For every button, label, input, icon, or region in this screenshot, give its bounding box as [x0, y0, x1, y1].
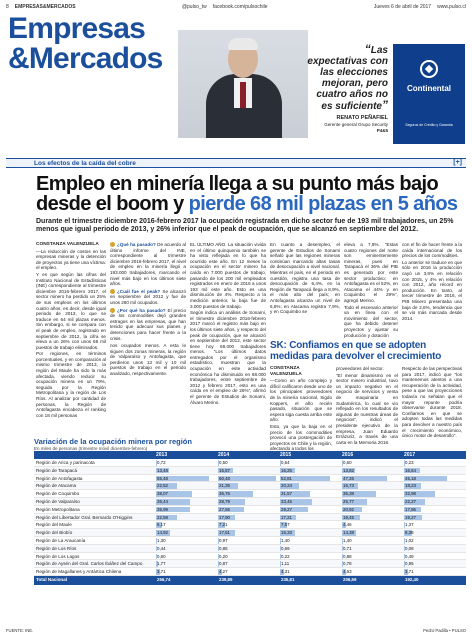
- table-cell: [342, 561, 400, 567]
- table-cell: [342, 554, 400, 560]
- table-cell: [342, 538, 400, 544]
- table-cell: [404, 522, 462, 528]
- table-cell: [404, 569, 462, 575]
- year-header: 2017: [404, 452, 416, 458]
- table-cell: [156, 530, 214, 536]
- table-cell: [218, 491, 276, 497]
- value-label: 0,20: [219, 553, 228, 559]
- qa-item: [110, 289, 186, 306]
- table-body: [34, 459, 466, 585]
- value-label: 0,71: [343, 545, 352, 551]
- table-cell: [156, 468, 214, 474]
- table-cell: [156, 460, 214, 466]
- value-label: 239,89: [219, 576, 233, 582]
- table-cell: [218, 499, 276, 505]
- value-label: 0,50: [219, 460, 228, 465]
- value-label: 192,40: [405, 576, 419, 582]
- table-cell: [342, 483, 400, 489]
- region-name: Región de La Araucanía: [36, 537, 86, 543]
- table-cell: [342, 507, 400, 513]
- table-cell: [342, 515, 400, 521]
- value-label: 21,35: [219, 483, 230, 489]
- section-title-line2: &Mercados: [8, 42, 163, 75]
- article-column-1: [36, 242, 106, 419]
- table-cell: [280, 468, 338, 474]
- value-label: 32,98: [405, 491, 416, 497]
- table-row: [34, 490, 466, 498]
- table-cell: [280, 577, 338, 583]
- value-label: 52,81: [281, 475, 292, 481]
- value-label: 14,38: [343, 530, 354, 536]
- table-cell: [218, 546, 276, 552]
- value-label: 0,72: [157, 460, 166, 465]
- table-cell: [342, 499, 400, 505]
- value-label: 13,82: [343, 467, 354, 473]
- table-cell: [218, 515, 276, 521]
- twitter-handle: @pulso_tw: [181, 4, 207, 10]
- value-label: 15,67: [219, 467, 230, 473]
- value-label: 0,22: [281, 553, 290, 559]
- table-cell: [280, 569, 338, 575]
- value-label: 0,97: [219, 537, 228, 543]
- table-row: [34, 475, 466, 483]
- byline: CONSTANZA VALENZUELA: [36, 242, 99, 247]
- value-label: 0,49: [405, 553, 414, 559]
- value-label: 36,76: [219, 491, 230, 497]
- value-label: 19,27: [405, 514, 416, 520]
- sidebar-column-2: [336, 366, 398, 446]
- table-cell: [342, 476, 400, 482]
- pull-quote-text: Las expectativas con las elecciones mejoran, pero cuatro años no es suficiente: [307, 45, 388, 112]
- table-cell: [156, 561, 214, 567]
- question-bullet-icon: [110, 242, 115, 247]
- table-cell: [342, 569, 400, 575]
- table-cell: [404, 483, 462, 489]
- paragraph: Respecto de las perspectivas para 2017, indicó que “los mantenemos atentos a una recuperación de la actividad, pese a que las proyecciones todavía no señalan que el mayor repunte podría observarse durante 2018. Confiamos en que se adopten todas las medidas para devolver a nuestro país el crecimiento económico, único motor de desarrollo”.: [402, 366, 463, 439]
- table-cell: [218, 538, 276, 544]
- sidebar-byline: CONSTANZA VALENZUELA: [270, 366, 302, 377]
- value-label: 0,95: [405, 561, 414, 567]
- article-column-5: [344, 242, 398, 339]
- value-label: 35,99: [157, 506, 168, 512]
- table-cell: [404, 476, 462, 482]
- value-label: 1,40: [343, 537, 352, 543]
- ad-brand: Continental: [407, 84, 451, 93]
- headline-part2: pierde 68 mil plazas en 5 años: [188, 193, 458, 215]
- top-bar: [6, 3, 466, 11]
- value-label: 22,27: [405, 498, 416, 504]
- table-cell: [218, 507, 276, 513]
- value-label: 22,59: [157, 514, 168, 520]
- value-label: 0,78: [343, 561, 352, 567]
- value-label: 29,27: [281, 506, 292, 512]
- table-row: [34, 498, 466, 506]
- value-label: 45,18: [405, 475, 416, 481]
- table-cell: [218, 569, 276, 575]
- value-label: 7,57: [281, 522, 290, 528]
- value-label: 256,74: [157, 576, 171, 582]
- value-label: 0,23: [405, 460, 414, 465]
- value-label: 4,63: [343, 569, 352, 575]
- table-cell: [156, 522, 214, 528]
- value-label: 28,79: [219, 498, 230, 504]
- region-name: Total Nacional: [36, 576, 68, 582]
- table-cell: [404, 561, 462, 567]
- value-label: 3,71: [157, 569, 166, 575]
- value-label: 0,88: [343, 553, 352, 559]
- table-cell: [218, 476, 276, 482]
- region-name: Región de Tarapacá: [36, 467, 78, 473]
- table-cell: [280, 561, 338, 567]
- table-row: [34, 521, 466, 529]
- value-label: 3,71: [405, 569, 414, 575]
- value-label: 13,48: [157, 467, 168, 473]
- value-label: 0,85: [219, 545, 228, 551]
- advertisement: [393, 44, 465, 144]
- table-row: [34, 467, 466, 475]
- paragraph: Por regiones, en términos porcentuales, y en comparación al mismo trimestre de 2013, la región del Maule ha sido la más afectada, viendo reducir su ocupación minera en un 79%, seguida por la Región Metropolitana y la región de Los Ríos. Al analizar por cantidad de personas, la Región de Antofagasta encabeza el ranking con 18 mil personas: [36, 351, 106, 418]
- value-label: 16,64: [405, 467, 416, 473]
- table-cell: [280, 554, 338, 560]
- article-column-4: [270, 242, 340, 316]
- value-label: 38,07: [157, 491, 168, 497]
- table-header: [34, 451, 466, 459]
- paragraph: proveedores del sector.: [336, 366, 384, 371]
- answer: Se alcanzó en septiembre del 2012 y fue de unos 260 mil ocupados.: [110, 288, 186, 305]
- value-label: 4,27: [219, 569, 228, 575]
- value-label: 47,26: [343, 475, 354, 481]
- table-cell: [342, 468, 400, 474]
- value-label: 1,40: [281, 537, 290, 543]
- graphic-credit: Pedro Padilla • PULSO: [423, 628, 466, 633]
- value-label: 1,37: [405, 522, 414, 528]
- value-label: 35,38: [343, 491, 354, 497]
- table-row: [34, 514, 466, 522]
- table-cell: [404, 460, 462, 466]
- table-cell: [218, 577, 276, 583]
- answer: El precio de los commodities dejó grandes estragos en las empresas, que han tenido que adecuar sus planes y detenciones para hacer frente a la crisis.: [110, 307, 186, 341]
- region-name: Región de Antofagasta: [36, 475, 83, 481]
- facebook-link: facebook.com/pulsochile: [212, 4, 268, 10]
- paragraph: EL ÚLTIMO AÑO. La situación vivida en el último quinquenio también se ha visto reflejada en lo que ha ocurrido este año. En 12 meses la ocupación en el sector minero ha caído en 7.000 puestos de trabajo, pasando de los 200 mil empleados registrados en enero de 2016 a unos 193 mil este año. Esto es una disminución de 4%. Respecto a la medición anterior, la baja fue de 3.000 puestos de trabajo.: [190, 242, 266, 309]
- value-label: 206,59: [343, 576, 357, 582]
- headline: [36, 174, 460, 214]
- value-label: 0,87: [219, 561, 228, 567]
- footer: [6, 628, 466, 633]
- site-url: www.pulso.cl: [437, 4, 466, 10]
- value-label: 0,69: [281, 545, 290, 551]
- sidebar-column-3: [402, 366, 462, 440]
- table-cell: [280, 460, 338, 466]
- value-label: 6,17: [157, 522, 166, 528]
- source-note: FUENTE: INE.: [6, 628, 34, 633]
- value-label: 20,92: [343, 506, 354, 512]
- table-cell: [156, 569, 214, 575]
- table-cell: [280, 530, 338, 536]
- quote-role: Gerente general Grupo Security: [324, 122, 388, 127]
- section-title: [8, 14, 163, 74]
- question: ¿Cuál fue el peak?: [117, 288, 161, 294]
- table-row: [34, 529, 466, 537]
- total-row: [34, 576, 466, 585]
- value-label: 4,46: [343, 522, 352, 528]
- article-column-3: [190, 242, 266, 406]
- value-label: 22,52: [157, 483, 168, 489]
- table-cell: [218, 554, 276, 560]
- value-label: 14,92: [157, 530, 168, 536]
- table-cell: [156, 499, 214, 505]
- table-cell: [404, 468, 462, 474]
- table-row: [34, 482, 466, 490]
- value-label: 35,44: [157, 498, 168, 504]
- year-header: 2016: [342, 452, 354, 458]
- paragraph: Y es que según las cifras del Instituto Nacional de Estadísticas (INE) correspondiente al trimestre diciembre 2016-febrero 2017, el sector minero ha perdido un 25% de sus empleos en los últimos cuatro años, es decir, desde igual periodo de 2013, lo que se traduce en 64 mil plazas menos. Sin embargo, si se compara con el peak de empleo, registrado en septiembre de 2012, la cifra se eleva a un 26% con unos 68 mil puestos de trabajo eliminados.: [36, 271, 106, 350]
- table-row: [34, 545, 466, 553]
- table-row: [34, 560, 466, 568]
- table-cell: [156, 546, 214, 552]
- value-label: 0,60: [157, 553, 166, 559]
- table-cell: [156, 507, 214, 513]
- executive-photo: [178, 30, 308, 138]
- value-label: 33,45: [281, 498, 292, 504]
- region-name: Región de Magallanes y Antártica Chilena: [36, 569, 122, 575]
- value-label: 7,21: [219, 522, 228, 528]
- section-name: EMPRESAS&MERCADOS: [14, 4, 76, 10]
- paragraph: Todo el escenario anterior va en línea con el movimiento del sector, que ha debido detener proyectos y ajustar su producción y dotación: [344, 304, 398, 338]
- table-cell: [218, 561, 276, 567]
- continental-logo-icon: [420, 60, 438, 78]
- year-header: 2013: [156, 452, 168, 458]
- pull-quote: “Las expectativas con las elecciones mejoran, pero cuatro años no es suficiente” RENATO PEÑAFIEL Gerente general Grupo Security P4&5: [307, 42, 388, 133]
- paragraph: eleva a 7,8%. “Estas cuatro regiones del norte son eminentemente mineras, pues en Tarapacá el 36% del PIB es generado por este sector productivo; en Antofagasta es el 52%, en Atacama el 44% y en Coquimbo el 29%”, agregó Merino.: [344, 242, 398, 303]
- region-name: Región del Biobío: [36, 530, 73, 536]
- value-label: 8,38: [405, 530, 414, 536]
- issue-date: Jueves 6 de abril de 2017: [373, 4, 432, 10]
- value-label: 0,08: [405, 545, 414, 551]
- table-cell: [404, 499, 462, 505]
- region-name: Región de Arica y parinacota: [36, 460, 95, 465]
- year-header: 2014: [218, 452, 230, 458]
- table-cell: [218, 522, 276, 528]
- table-cell: [280, 546, 338, 552]
- table-cell: [280, 538, 338, 544]
- category-bar: [6, 158, 466, 168]
- paragraph: Esto, ya que la baja en el precio de los commodities provocó una postergación de proyectos en Chile y la región, afectando a todos los: [270, 423, 332, 452]
- region-name: Región de Los Lagos: [36, 553, 80, 559]
- value-label: 55,48: [157, 475, 168, 481]
- deck: Durante el trimestre diciembre 2016-febrero 2017 la ocupación registrada en dicho sector fue de 193 mil trabajadores, un 25% menos que igual periodo de 2013, y 26% inferior que el peak de ocupación, que se alcanzó en septiembre del 2012.: [36, 218, 454, 233]
- value-label: 0,44: [157, 545, 166, 551]
- question: ¿Por qué ha pasado?: [117, 307, 166, 313]
- table-cell: [342, 491, 400, 497]
- region-name: Región de Valparaíso: [36, 498, 80, 504]
- value-label: 17,90: [219, 514, 230, 520]
- quote-page-ref: P4&5: [376, 128, 388, 133]
- table-row: [34, 568, 466, 576]
- value-label: 235,81: [281, 576, 295, 582]
- question-bullet-icon: [110, 308, 115, 313]
- table-cell: [156, 476, 214, 482]
- table-cell: [342, 546, 400, 552]
- table-cell: [342, 460, 400, 466]
- table-cell: [156, 577, 214, 583]
- sidebar-title: SK: Confiamos en que se adopten medidas para devolver el crecimiento: [270, 340, 442, 362]
- table-cell: [280, 522, 338, 528]
- value-label: 1,30: [157, 537, 166, 543]
- value-label: 4,31: [281, 569, 290, 575]
- value-label: 16,73: [343, 483, 354, 489]
- paragraph: Según indica un análisis de Sonami, el trimestre diciembre 2016-febrero 2017 marcó el registro más bajo en los últimos siete años, y respecto del peak de ocupación, que se alcanzó en septiembre del 2012, este sector tiene hoy 68.000 trabajadores menos. “Los últimos datos entregados por el organismo estadístico, muestran que la ocupación en este actividad económica ha disminuido en 68.000 trabajadores, entre septiembre de 2012 y febrero 2017, esto es una caída en el empleo de 26%”, afirmó el gerente de Estudios de Sonami, Álvaro Merino.: [190, 310, 266, 405]
- table-row: [34, 506, 466, 514]
- page-number: 8: [6, 4, 9, 10]
- value-label: 17,51: [219, 530, 230, 536]
- table-cell: [280, 507, 338, 513]
- paragraph: —Como un año complejo y difícil calificaron desde uno de los principales proveedores de la minería nacional, Sigdo Koppers, el año recién pasado, situación que se espera siga cuesta arriba este año.: [270, 378, 332, 423]
- qa-item: [110, 242, 186, 287]
- table-cell: [280, 483, 338, 489]
- table-cell: [280, 499, 338, 505]
- region-name: Región de Aysén del Gral. Carlos Ibáñez del Campo: [36, 561, 143, 567]
- table-cell: [156, 554, 214, 560]
- article-column-6: [402, 242, 462, 322]
- headline-part1: Empleo en minería llega a su punto más bajo desde el boom y: [36, 173, 439, 215]
- region-name: Región de Coquimbo: [36, 491, 80, 497]
- table-cell: [404, 538, 462, 544]
- value-label: 17,86: [405, 506, 416, 512]
- value-label: 60,48: [219, 475, 230, 481]
- table-row: [34, 459, 466, 467]
- table-cell: [218, 460, 276, 466]
- paragraph: “El menor dinamismo en el sector minero industrial, tuvo un impacto negativo en el negocio de servicios y venta de maquinaria en Sudamérica, lo cual se vio reflejado en los resultados de algunas de nuestras áreas de negocios”, indicó el presidente ejecutivo de la empresa, Juan Eduardo Errázuriz, a través de una carta en la Memoria 2016.: [336, 372, 398, 445]
- table-cell: [156, 491, 214, 497]
- table-cell: [404, 515, 462, 521]
- table-cell: [280, 515, 338, 521]
- table-cell: [280, 476, 338, 482]
- region-name: Región del Maule: [36, 522, 72, 528]
- value-label: 16,25: [281, 467, 292, 473]
- answer: De acuerdo al último informe del INE, correspondiente al trimestre diciembre 2016-febrero 2017, el nivel de empleo en la minería llegó a 193.000 trabajadores, marcando el nivel más bajo en los últimos siete años.: [110, 242, 186, 287]
- paragraph: con el fin de hacer frente a la caída internacional de los precios de los commodities.: [402, 242, 462, 259]
- value-label: 1,77: [157, 561, 166, 567]
- year-header: 2015: [280, 452, 292, 458]
- table-cell: [156, 538, 214, 544]
- value-label: 17,21: [281, 514, 292, 520]
- region-name: Región de Los Ríos: [36, 545, 77, 551]
- region-name: Región Metropolitana: [36, 506, 80, 512]
- paragraph: nos ocupados menos. A esta le siguen dos zonas mineras, la región de Valparaíso y Antofagasta, que perdieron unos 13 mil y 10 mil puestos de trabajo en el periodo analizado, respectivamente.: [110, 343, 186, 377]
- table-cell: [342, 522, 400, 528]
- table-cell: [156, 483, 214, 489]
- table-title: Variación de la ocupación minera por región: [34, 437, 192, 446]
- table-cell: [280, 491, 338, 497]
- category-label: Los efectos de la caída del cobre: [34, 160, 136, 167]
- value-label: 19,45: [343, 514, 354, 520]
- value-label: 20,24: [281, 483, 292, 489]
- paragraph: —La reducción de costos en las empresas mineras y la detención de proyectos ya tiene una víctima: el empleo.: [36, 248, 106, 271]
- table-cell: [218, 530, 276, 536]
- employment-table: [34, 437, 466, 619]
- value-label: 25,77: [343, 498, 354, 504]
- table-cell: [156, 515, 214, 521]
- table-cell: [342, 577, 400, 583]
- region-name: Región de Atacama: [36, 483, 77, 489]
- value-label: 1,02: [405, 537, 414, 543]
- question-bullet-icon: [110, 289, 115, 294]
- value-label: 15,33: [281, 530, 292, 536]
- table-cell: [404, 507, 462, 513]
- quote-author: RENATO PEÑAFIEL: [336, 115, 388, 121]
- value-label: 1,11: [281, 561, 290, 567]
- table-cell: [404, 530, 462, 536]
- table-row: [34, 553, 466, 561]
- ad-tagline: Seguros de Crédito y Garantía: [405, 123, 453, 127]
- paragraph: Lo anterior se traduce en que sólo en 2016 la producción cayó un 3,8% en relación con 2015, y 4% en relación con 2012, año récord en producción. En tanto, al tercer trimestre de 2016, el PIB Minero presentaba una baja de 2,8%, tendencia que se vio más marcada desde 2014.: [402, 259, 463, 321]
- qa-item: [110, 308, 186, 342]
- table-cell: [404, 554, 462, 560]
- region-name: Región del Libertador Gral. Bernardo O'Higgins: [36, 514, 133, 520]
- article-column-2: [110, 242, 186, 378]
- table-cell: [342, 530, 400, 536]
- table-subtitle: En miles de personas (trimestre móvil diciembre-febrero): [34, 446, 148, 451]
- value-label: 0,64: [281, 460, 290, 465]
- value-label: 0,60: [343, 460, 352, 465]
- table-cell: [218, 483, 276, 489]
- table-row: [34, 537, 466, 545]
- value-label: 18,23: [405, 483, 416, 489]
- table-cell: [218, 468, 276, 474]
- paragraph: En cuanto a desempleo, el gerente de Estudios de Sonami señaló que las regiones mineras continúan marcando altas tasas de desocupación a nivel nacional. Mientras el país, en el periodo en cuestión, registra una tasa de desocupación de 6,4%, en la Región de Tarapacá llega a 8,9%, el más alto del país; en Antofagasta alcanza un nivel de 6,8%; en Atacama registra 7,9%, y en Coquimbo se: [270, 242, 340, 315]
- value-label: 27,55: [219, 506, 230, 512]
- table-cell: [404, 546, 462, 552]
- table-cell: [404, 577, 462, 583]
- value-label: 31,57: [281, 491, 292, 497]
- table-cell: [404, 491, 462, 497]
- question: ¿Qué ha pasado?: [117, 242, 156, 247]
- masthead: [6, 12, 466, 157]
- section-title-line1: Empresas: [8, 12, 146, 45]
- more-icon: [+]: [453, 159, 462, 166]
